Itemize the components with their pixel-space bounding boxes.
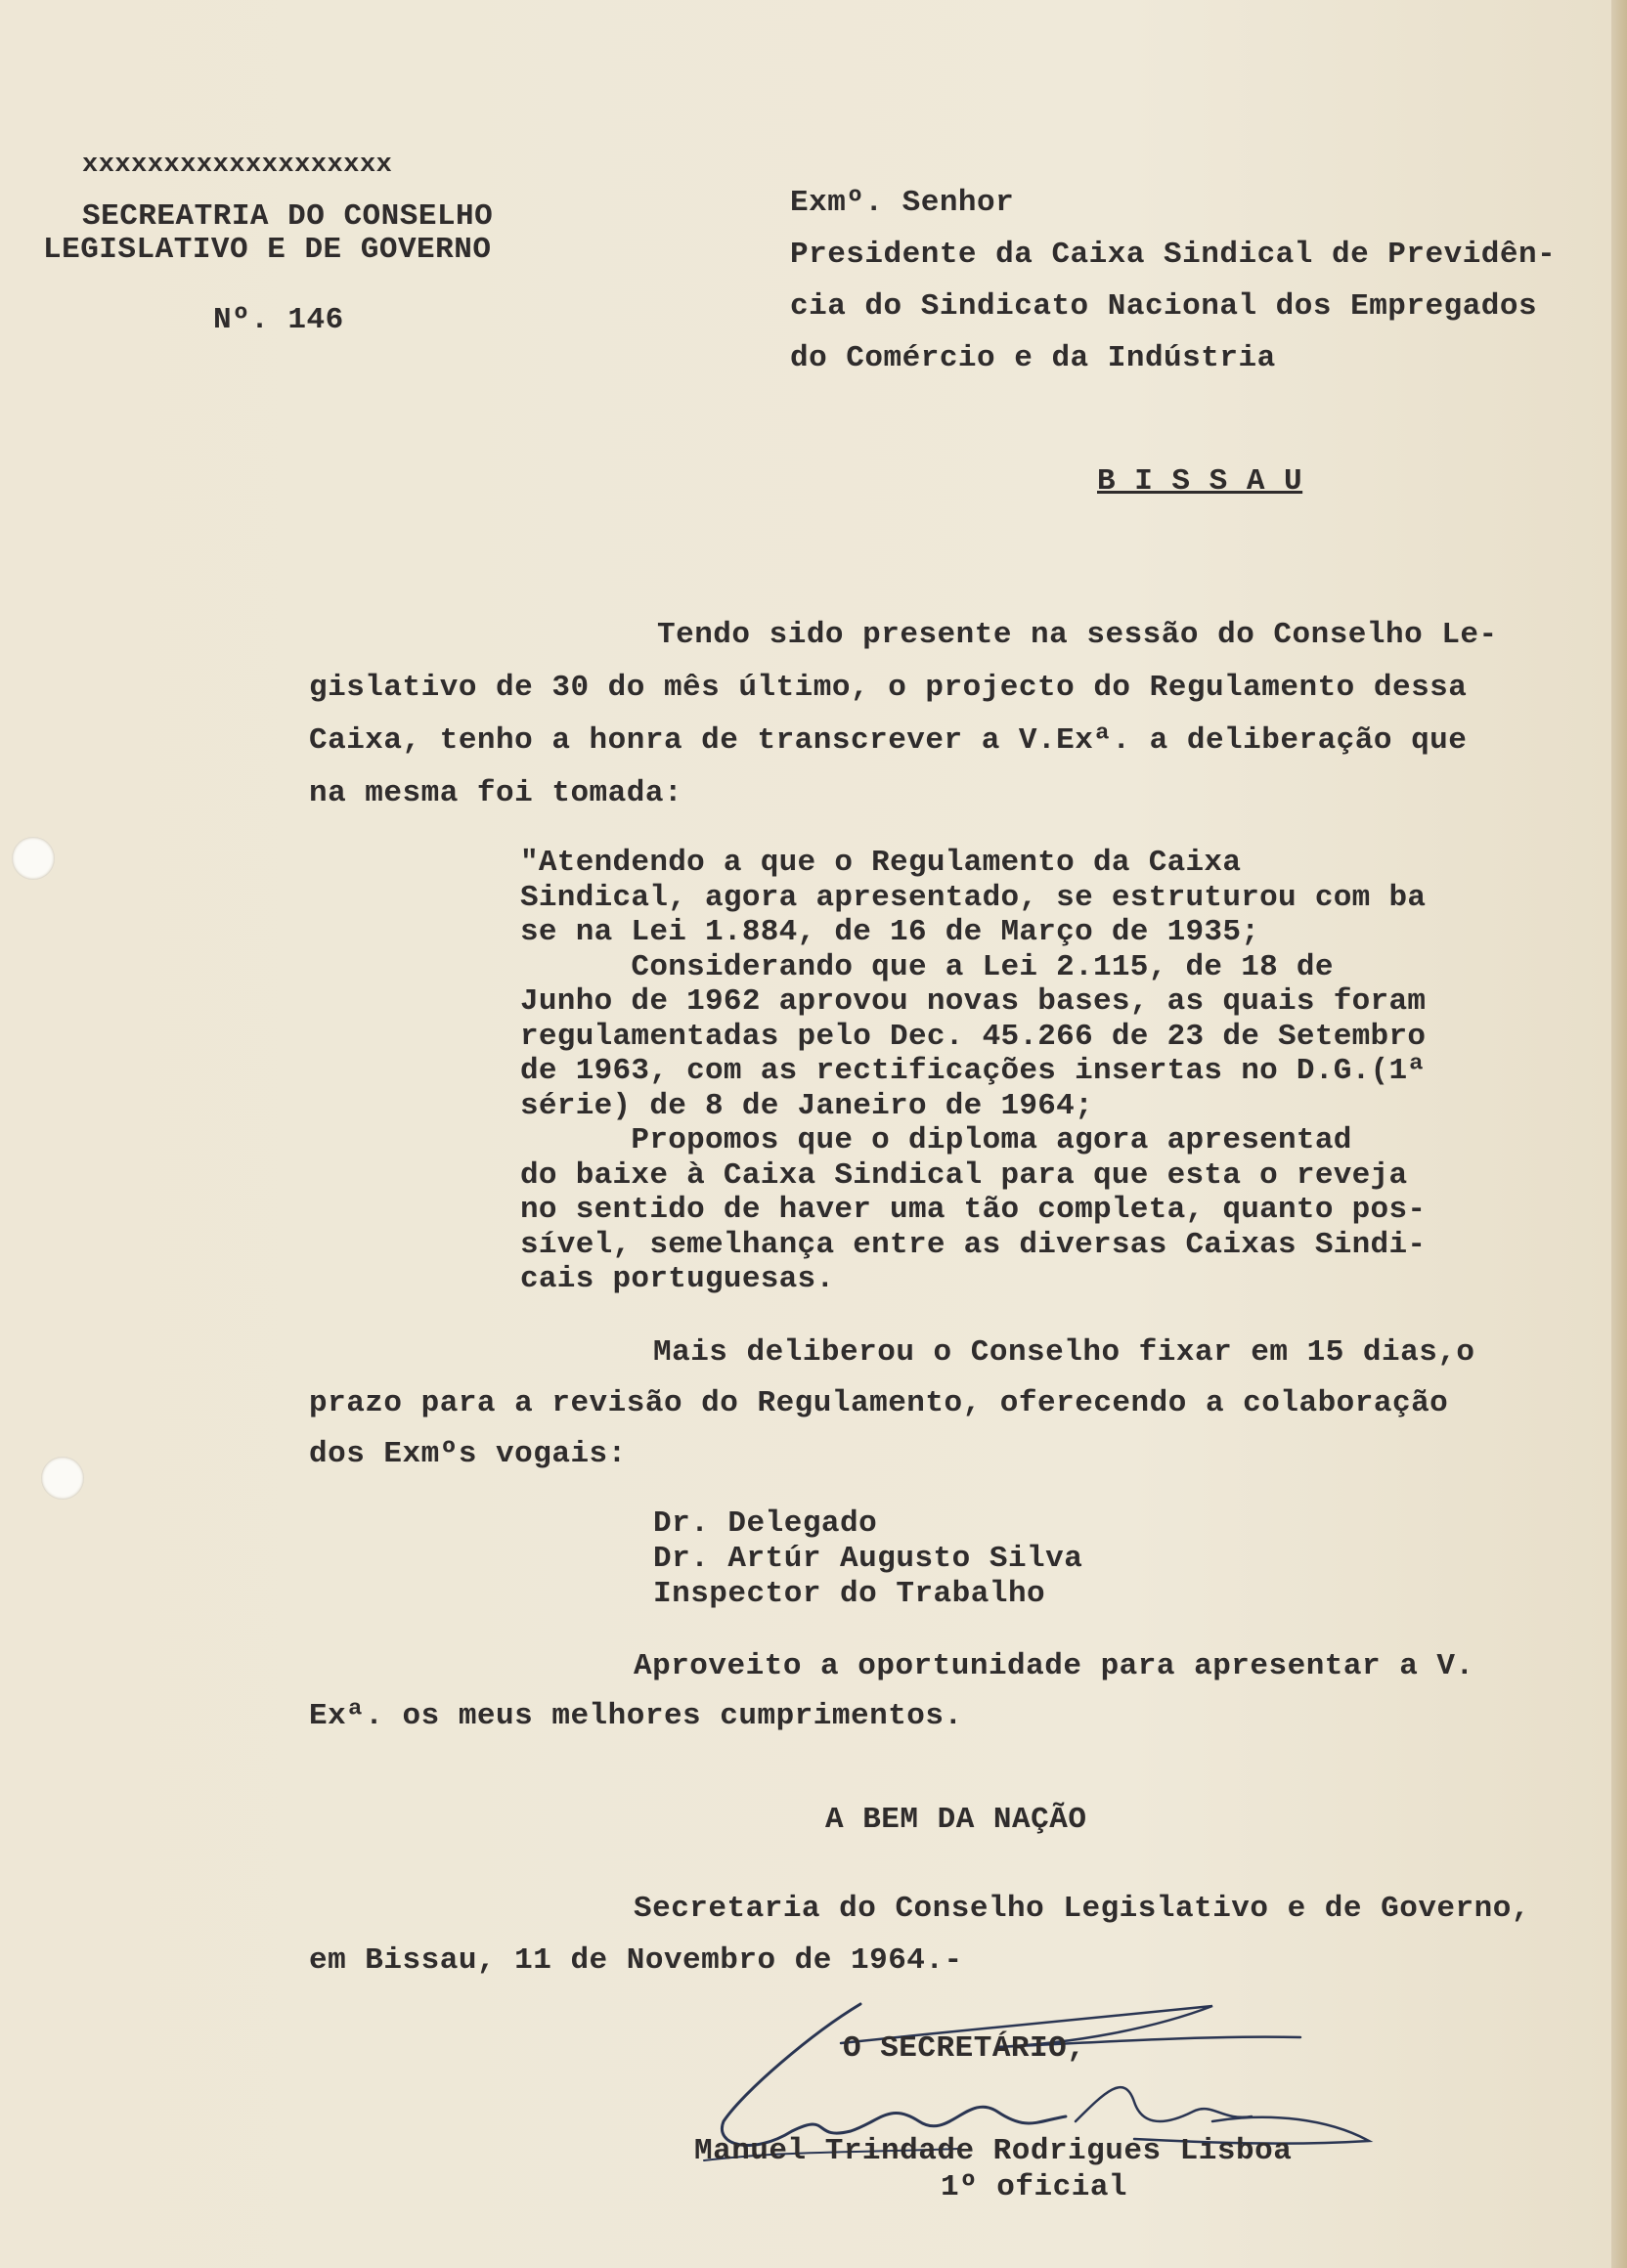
org-line-1: SECREATRIA DO CONSELHO	[82, 199, 494, 234]
signatory-role: O SECRETÁRIO,	[843, 2031, 1086, 2066]
quote-line: sível, semelhança entre as diversas Caixas Sindi-	[520, 1227, 1427, 1262]
signatory-name: Manuel Trindade Rodrigues Lisboa	[694, 2134, 1293, 2168]
para1-line: Tendo sido presente na sessão do Conselho Le-	[657, 618, 1498, 652]
quote-line: cais portuguesas.	[520, 1262, 835, 1296]
quote-line: Propomos que o diploma agora apresentad	[520, 1123, 1352, 1157]
punch-hole	[41, 1457, 84, 1500]
para2-line: dos Exmºs vogais:	[309, 1437, 627, 1471]
addressee-line-1: Presidente da Caixa Sindical de Previdên-	[790, 238, 1557, 272]
quote-line: "Atendendo a que o Regulamento da Caixa	[520, 846, 1242, 880]
quote-line: Sindical, agora apresentado, se estruturou com ba	[520, 880, 1427, 915]
vogal-item: Dr. Delegado	[653, 1506, 878, 1541]
para3-line: Exª. os meus melhores cumprimentos.	[309, 1699, 963, 1733]
vogal-item: Dr. Artúr Augusto Silva	[653, 1542, 1083, 1576]
quote-line: Junho de 1962 aprovou novas bases, as quais foram	[520, 984, 1427, 1019]
para1-line: gislativo de 30 do mês último, o projecto do Regulamento dessa	[309, 671, 1468, 705]
quote-line: se na Lei 1.884, de 16 de Março de 1935;	[520, 915, 1260, 949]
quote-line: Considerando que a Lei 2.115, de 18 de	[520, 949, 1334, 984]
paper-edge	[1611, 0, 1627, 2268]
para1-line: na mesma foi tomada:	[309, 776, 683, 810]
header-strikeout: xxxxxxxxxxxxxxxxxxx	[82, 151, 393, 180]
org-line-2: LEGISLATIVO E DE GOVERNO	[43, 233, 492, 267]
punch-hole	[12, 837, 55, 880]
vogal-item: Inspector do Trabalho	[653, 1577, 1046, 1611]
closing-date-line: em Bissau, 11 de Novembro de 1964.-	[309, 1943, 963, 1978]
addressee-city: B I S S A U	[1097, 464, 1303, 499]
quote-line: do baixe à Caixa Sindical para que esta o reveja	[520, 1157, 1408, 1193]
addressee-line-2: cia do Sindicato Nacional dos Empregados	[790, 289, 1538, 324]
quote-line: de 1963, com as rectificações insertas no D.G.(1ª	[520, 1054, 1427, 1088]
addressee-line-3: do Comércio e da Indústria	[790, 341, 1276, 375]
salutation: Exmº. Senhor	[790, 186, 1015, 220]
para1-line: Caixa, tenho a honra de transcrever a V.Exª. a deliberação que	[309, 723, 1468, 758]
document-number: Nº. 146	[213, 303, 344, 337]
para2-line: prazo para a revisão do Regulamento, oferecendo a colaboração	[309, 1386, 1449, 1420]
para2-line: Mais deliberou o Conselho fixar em 15 dias,o	[653, 1335, 1475, 1370]
signatory-title: 1º oficial	[941, 2170, 1128, 2204]
quote-line: no sentido de haver uma tão completa, quanto pos-	[520, 1193, 1427, 1227]
closing-place-line: Secretaria do Conselho Legislativo e de Governo,	[634, 1892, 1530, 1926]
quote-line: regulamentadas pelo Dec. 45.266 de 23 de Setembro	[520, 1019, 1427, 1054]
closing-motto: A BEM DA NAÇÃO	[825, 1803, 1087, 1837]
quote-line: série) de 8 de Janeiro de 1964;	[520, 1088, 1093, 1123]
para3-line: Aproveito a oportunidade para apresentar a V.	[634, 1649, 1474, 1683]
